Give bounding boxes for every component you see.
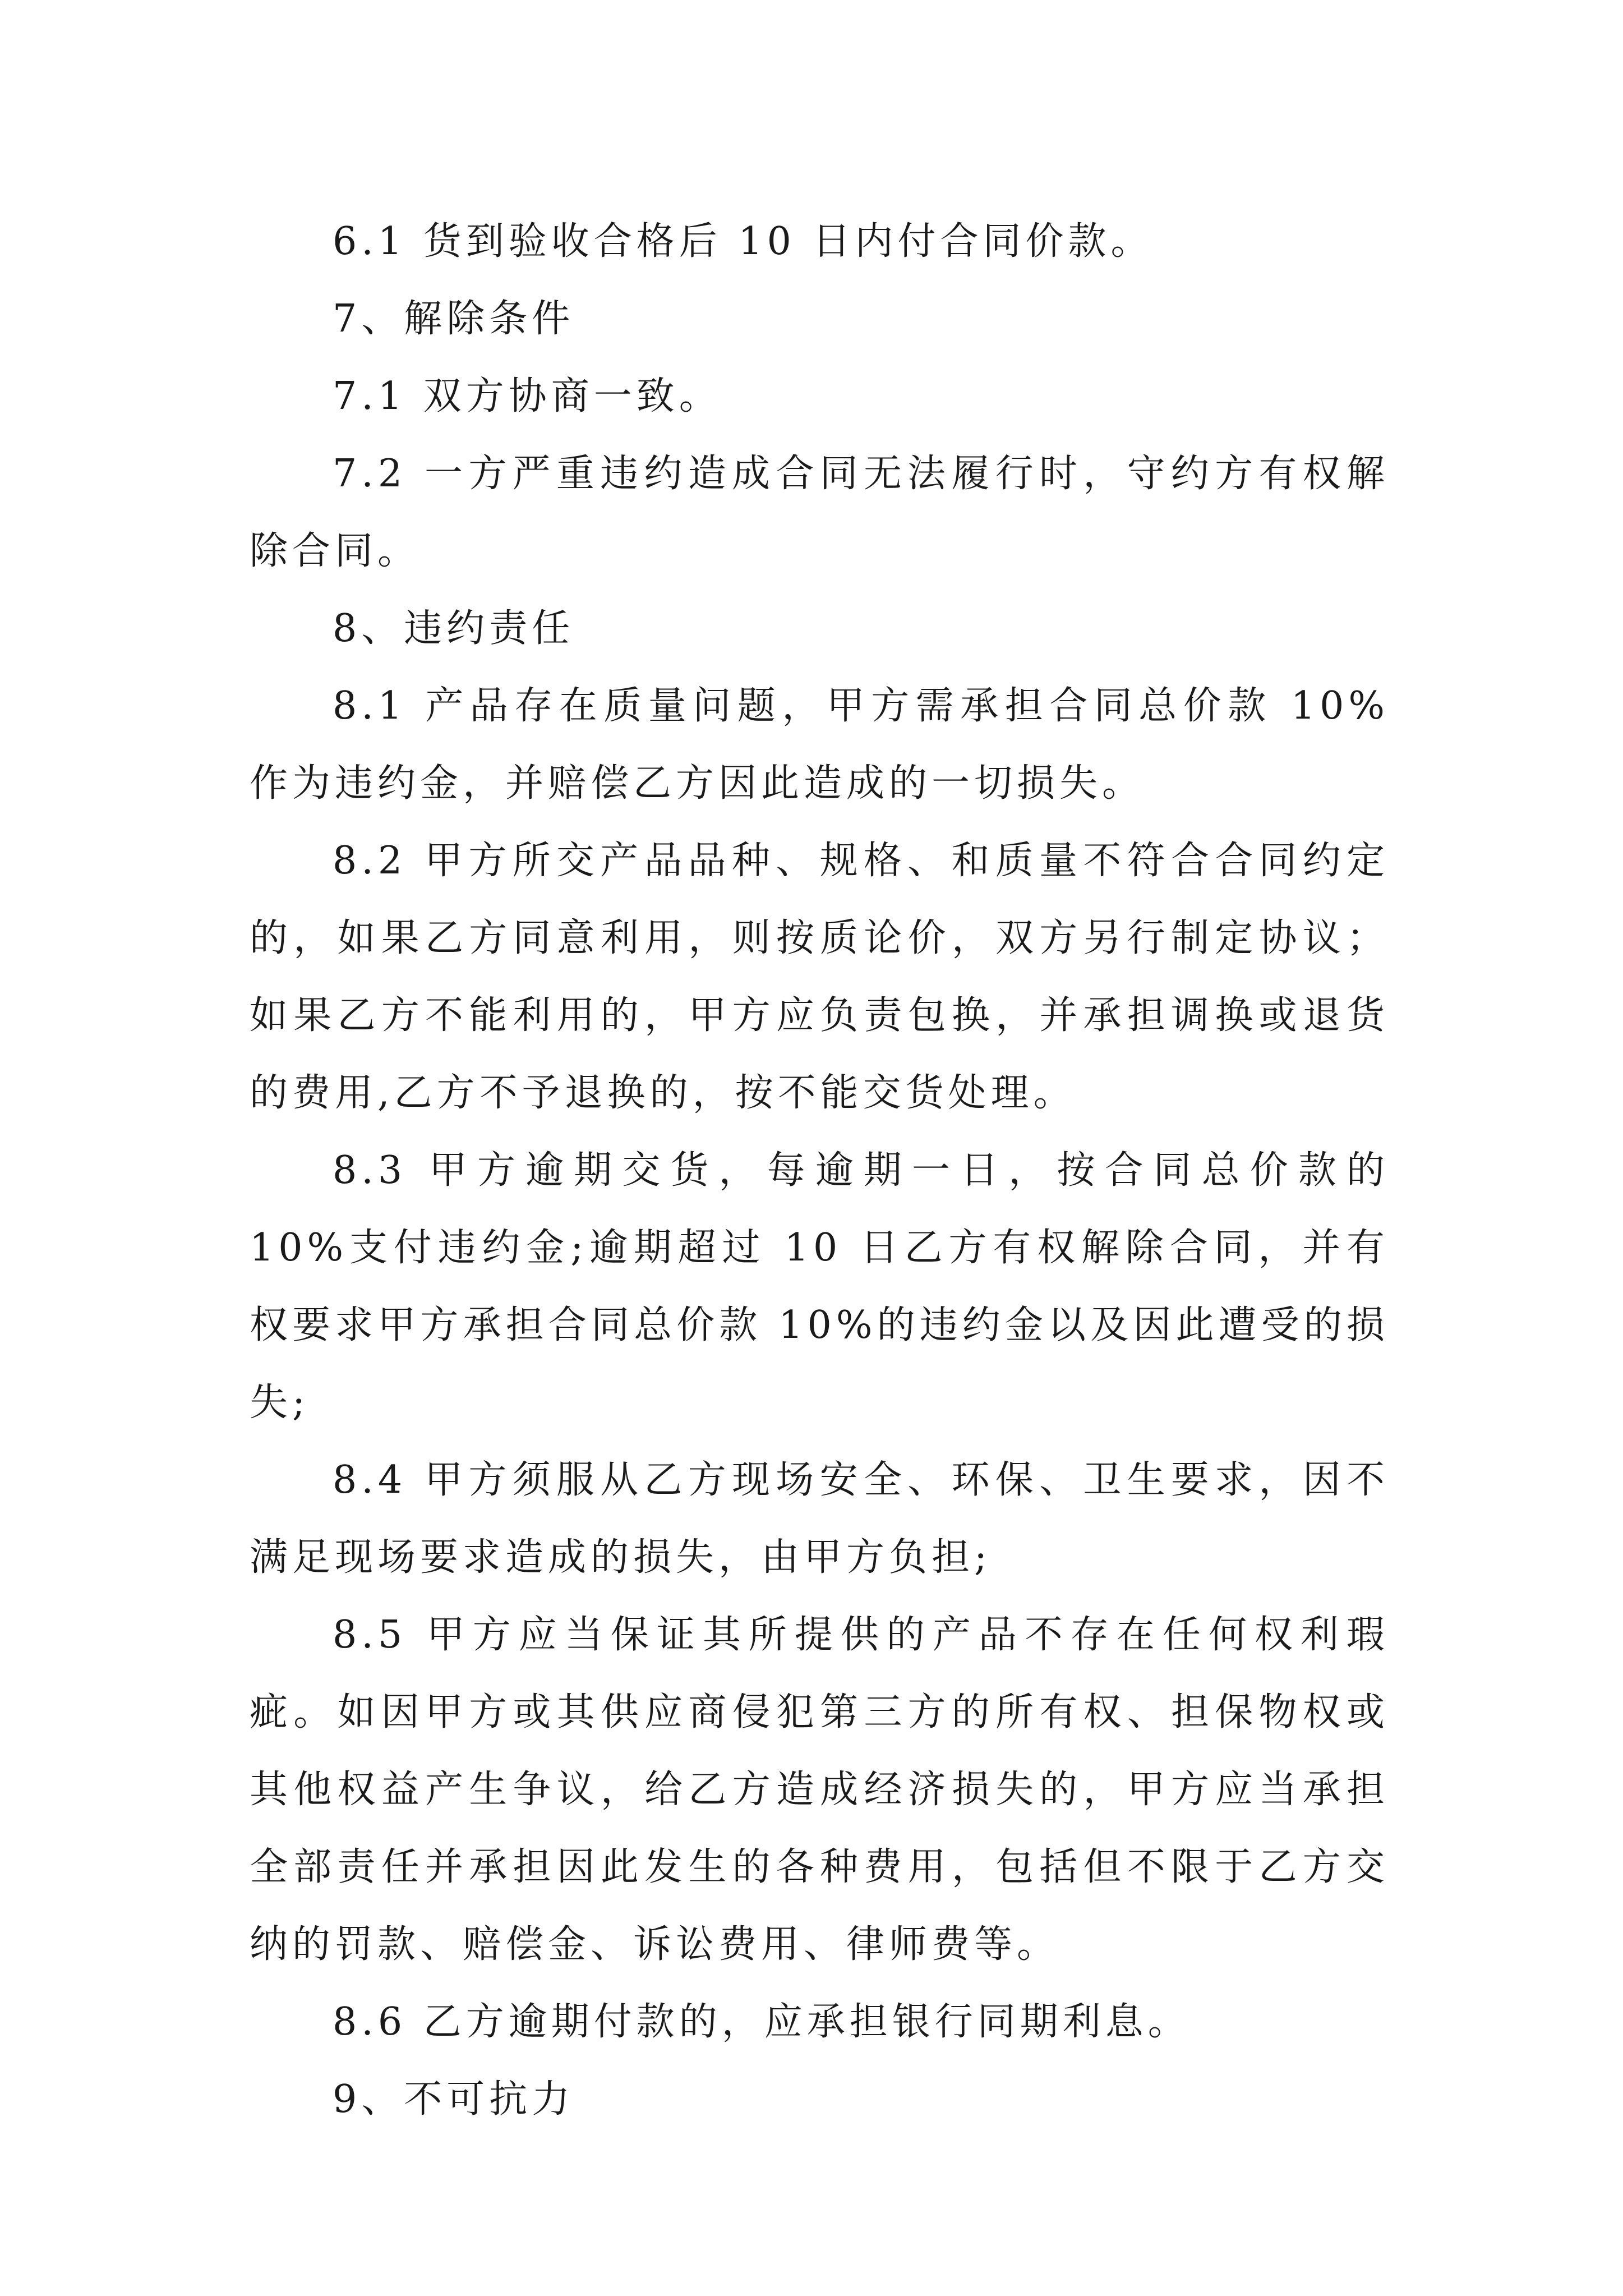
clause-8-2: 8.2 甲方所交产品品种、规格、和质量不符合合同约定的，如果乙方同意利用，则按质论价，双方另行制定协议；如果乙方不能利用的，甲方应负责包换，并承担调换或退货的费用,乙方不予退换的，按不能交货处理。 xyxy=(250,839,1389,1115)
section-8-heading: 8、违约责任 xyxy=(333,606,575,651)
contract-body xyxy=(250,203,1389,2138)
clause-6-1: 6.1 货到验收合格后 10 日内付合同价款。 xyxy=(333,219,1154,264)
section-7-heading: 7、解除条件 xyxy=(333,297,575,341)
clause-8-4: 8.4 甲方须服从乙方现场安全、环保、卫生要求，因不满足现场要求造成的损失，由甲方负担; xyxy=(250,1458,1389,1580)
clause-8-3: 8.3 甲方逾期交货，每逾期一日，按合同总价款的 10%支付违约金;逾期超过 10 日乙方有权解除合同，并有权要求甲方承担合同总价款 10%的违约金以及因此遭受的损失; xyxy=(250,1148,1389,1425)
section-9-heading: 9、不可抗力 xyxy=(333,2077,575,2122)
clause-8-6: 8.6 乙方逾期付款的，应承担银行同期利息。 xyxy=(333,2000,1191,2044)
clause-8-1: 8.1 产品存在质量问题，甲方需承担合同总价款 10%作为违约金，并赔偿乙方因此造成的一切损失。 xyxy=(250,684,1389,806)
clause-7-1: 7.1 双方协商一致。 xyxy=(333,374,722,418)
clause-8-5: 8.5 甲方应当保证其所提供的产品不存在任何权利瑕疵。如因甲方或其供应商侵犯第三方的所有权、担保物权或其他权益产生争议，给乙方造成经济损失的，甲方应当承担全部责任并承担因此发生的各种费用，包括但不限于乙方交纳的罚款、赔偿金、诉讼费用、律师费等。 xyxy=(250,1613,1389,1967)
clause-7-2: 7.2 一方严重违约造成合同无法履行时，守约方有权解除合同。 xyxy=(250,452,1389,573)
